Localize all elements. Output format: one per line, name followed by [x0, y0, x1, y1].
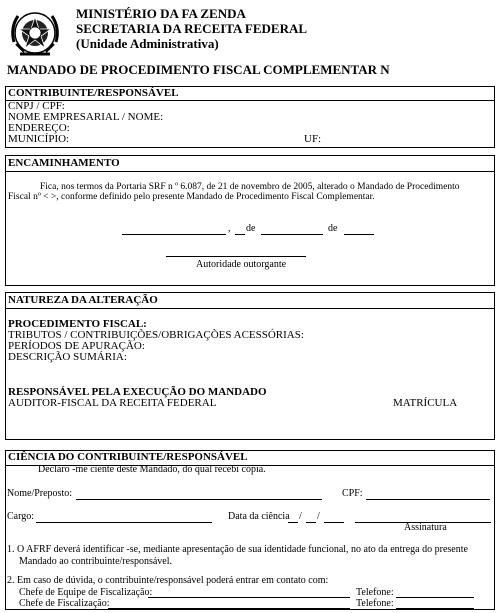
municipio-label: MUNICÍPIO: [8, 133, 70, 145]
date-de-1: de [246, 223, 256, 234]
nome-preposto-blank[interactable] [76, 499, 322, 500]
year-blank[interactable] [344, 234, 374, 235]
telefone-1-label: Telefone: [356, 587, 394, 598]
declaro-text: Declaro -me ciente deste Mandado, do qual recebi cópia. [38, 464, 266, 475]
matricula-label: MATRÍCULA [393, 397, 458, 409]
endereco-label: ENDEREÇO: [8, 122, 70, 134]
coat-of-arms-logo [6, 4, 64, 62]
descricao-label: DESCRIÇÃO SUMÁRIA: [8, 351, 127, 363]
uf-label: UF: [304, 133, 322, 145]
authority-label: Autoridade outorgante [196, 259, 287, 270]
nome-label: NOME EMPRESARIAL / NOME: [8, 111, 164, 123]
procedimento-label: PROCEDIMENTO FISCAL: [8, 318, 147, 330]
contribuinte-heading: CONTRIBUINTE/RESPONSÁVEL [8, 87, 179, 99]
note-2: 2. Em caso de dúvida, o contribuinte/responsável poderá entrar em contato com: [7, 575, 329, 586]
contribuinte-divider [5, 100, 495, 101]
ciencia-heading: CIÊNCIA DO CONTRIBUINTE/RESPONSÁVEL [8, 451, 248, 463]
admin-unit: (Unidade Administrativa) [76, 36, 219, 51]
agency-name: SECRETARIA DA RECEITA FEDERAL [76, 21, 308, 36]
note-1-line-2: Mandado ao contribuinte/responsável. [19, 556, 173, 567]
cpf-label: CPF: [342, 488, 363, 499]
document-title: MANDADO DE PROCEDIMENTO FISCAL COMPLEMENTAR N [7, 62, 390, 77]
authority-signature-line[interactable] [166, 256, 306, 257]
date-comma: , [228, 223, 231, 234]
cpf-blank[interactable] [366, 499, 490, 500]
telefone-2-label: Telefone: [356, 598, 394, 609]
telefone-1-blank[interactable] [396, 597, 474, 598]
data-day-blank[interactable] [288, 522, 298, 523]
encaminhamento-divider [5, 171, 495, 172]
encaminhamento-text-2: Fiscal nº < >, conforme definido pelo presente Mandado de Procedimento Fiscal Complementar. [8, 192, 375, 202]
periodos-label: PERÍODOS DE APURAÇÃO: [8, 340, 145, 352]
date-de-2: de [328, 223, 338, 234]
data-month-blank[interactable] [306, 522, 316, 523]
day-blank[interactable] [235, 234, 245, 235]
data-ciencia-label: Data da ciência [228, 511, 290, 522]
data-year-blank[interactable] [324, 522, 344, 523]
natureza-section [5, 292, 495, 440]
note-1-line-1: 1. O AFRF deverá identificar -se, mediante apresentação de sua identidade funcional, no ato da entrega do presente [7, 544, 468, 555]
chefe-equipe-label: Chefe de Equipe de Fiscalização: [19, 587, 153, 598]
encaminhamento-heading: ENCAMINHAMENTO [8, 157, 120, 169]
month-blank[interactable] [261, 234, 323, 235]
data-slash-2: / [317, 511, 320, 522]
ministry-name: MINISTÉRIO DA FA ZENDA [76, 6, 246, 21]
place-blank[interactable] [122, 234, 226, 235]
telefone-2-blank[interactable] [396, 608, 474, 609]
data-slash-1: / [299, 511, 302, 522]
cargo-label: Cargo: [7, 511, 35, 522]
auditor-label: AUDITOR-FISCAL DA RECEITA FEDERAL [8, 397, 217, 409]
natureza-heading: NATUREZA DA ALTERAÇÃO [8, 294, 158, 306]
cargo-blank[interactable] [36, 522, 212, 523]
responsavel-heading: RESPONSÁVEL PELA EXECUÇÃO DO MANDADO [8, 386, 267, 398]
cnpj-label: CNPJ / CPF: [8, 100, 65, 112]
chefe-equipe-blank[interactable] [148, 597, 350, 598]
nome-preposto-label: Nome/Preposto: [7, 488, 72, 499]
tributos-label: TRIBUTOS / CONTRIBUIÇÕES/OBRIGAÇÕES ACESSÓRIAS: [8, 329, 304, 341]
assinatura-label: Assinatura [404, 522, 447, 533]
encaminhamento-text-1: Fica, nos termos da Portaria SRF n º 6.087, de 21 de novembro de 2005, alterado o Mandado de Procedimento [40, 182, 460, 192]
natureza-divider [5, 308, 495, 309]
chefe-fiscalizacao-label: Chefe de Fiscalização: [19, 598, 110, 609]
chefe-fiscalizacao-blank[interactable] [108, 608, 350, 609]
